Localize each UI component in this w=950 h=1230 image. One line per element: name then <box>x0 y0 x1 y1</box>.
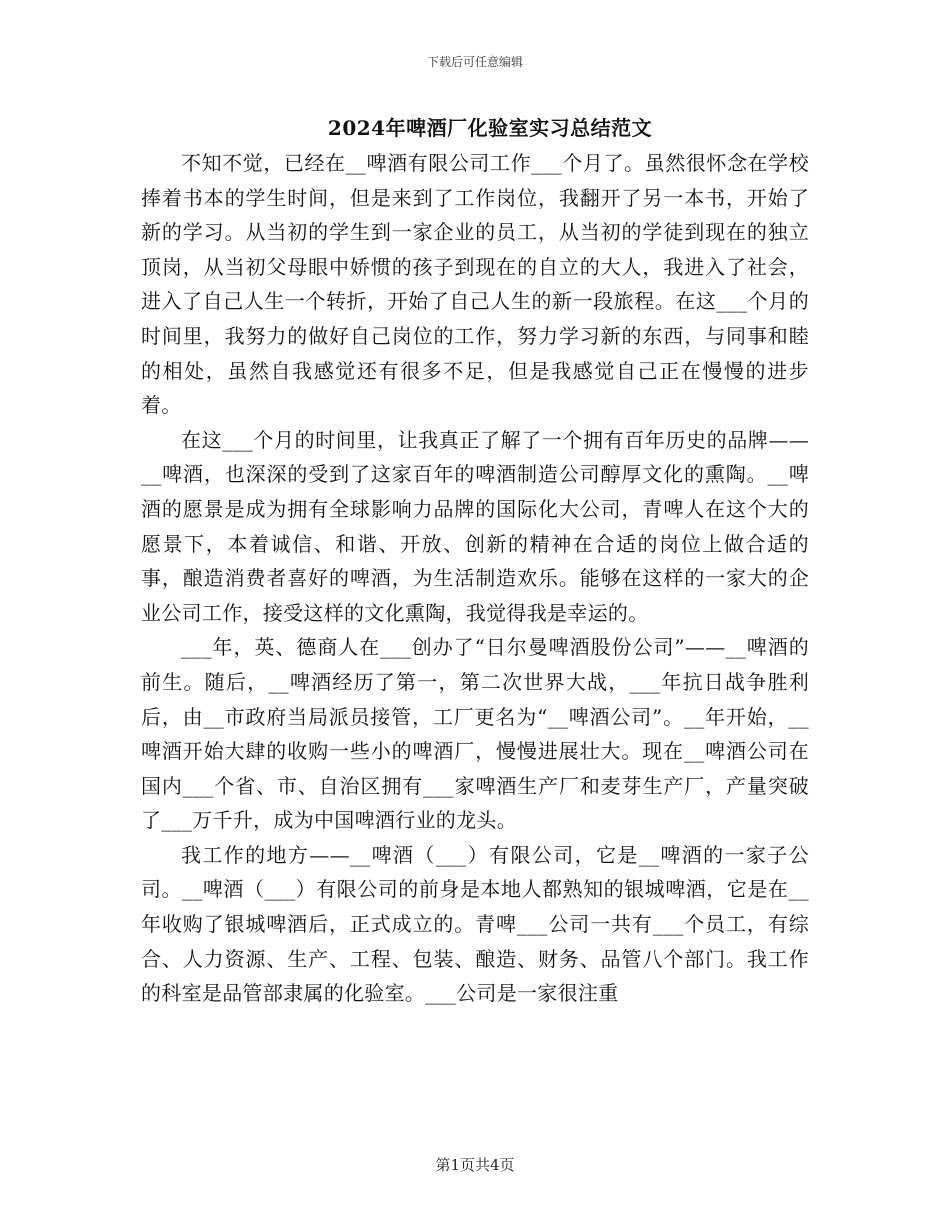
paragraph: 我工作的地方——__啤酒（___）有限公司，它是__啤酒的一家子公司。__啤酒（___）有限公司的前身是本地人都熟知的银城啤酒，它是在__年收购了银城啤酒后，正式成立的。青啤___公司一共有___个员工，有综合、人力资源、生产、工程、包装、酿造、财务、品管八个部门。我工作的科室是品管部隶属的化验室。___公司是一家很注重 <box>141 842 809 1006</box>
page-header-note: 下载后可任意编辑 <box>426 55 523 69</box>
document-body <box>141 146 809 1011</box>
paragraph: 在这___个月的时间里，让我真正了解了一个拥有百年历史的品牌——__啤酒，也深深的受到了这家百年的啤酒制造公司醇厚文化的熏陶。__啤酒的愿景是成为拥有全球影响力品牌的国际化大公司，青啤人在这个大的愿景下，本着诚信、和谐、开放、创新的精神在合适的岗位上做合适的事，酿造消费者喜好的啤酒，为生活制造欢乐。能够在这样的一家大的企业公司工作，接受这样的文化熏陶，我觉得我是幸运的。 <box>141 427 809 625</box>
document-title: 2024年啤酒厂化验室实习总结范文 <box>327 116 653 140</box>
paragraph: ___年，英、德商人在___创办了“日尔曼啤酒股份公司”——__啤酒的前生。随后，__啤酒经历了第一，第二次世界大战，___年抗日战争胜利后，由__市政府当局派员接管，工厂更名为“__啤酒公司”。__年开始，__啤酒开始大肆的收购一些小的啤酒厂，慢慢进展壮大。现在__啤酒公司在国内___个省、市、自治区拥有___家啤酒生产厂和麦芽生产厂，产量突破了___万千升，成为中国啤酒行业的龙头。 <box>141 635 809 833</box>
paragraph: 不知不觉，已经在__啤酒有限公司工作___个月了。虽然很怀念在学校捧着书本的学生时间，但是来到了工作岗位，我翻开了另一本书，开始了新的学习。从当初的学生到一家企业的员工，从当初的学徒到现在的独立顶岗，从当初父母眼中娇惯的孩子到现在的自立的大人，我进入了社会，进入了自己人生一个转折，开始了自己人生的新一段旅程。在这___个月的时间里，我努力的做好自己岗位的工作，努力学习新的东西，与同事和睦的相处，虽然自我感觉还有很多不足，但是我感觉自己正在慢慢的进步着。 <box>141 151 809 418</box>
page-number: 第1页共4页 <box>435 1156 515 1174</box>
